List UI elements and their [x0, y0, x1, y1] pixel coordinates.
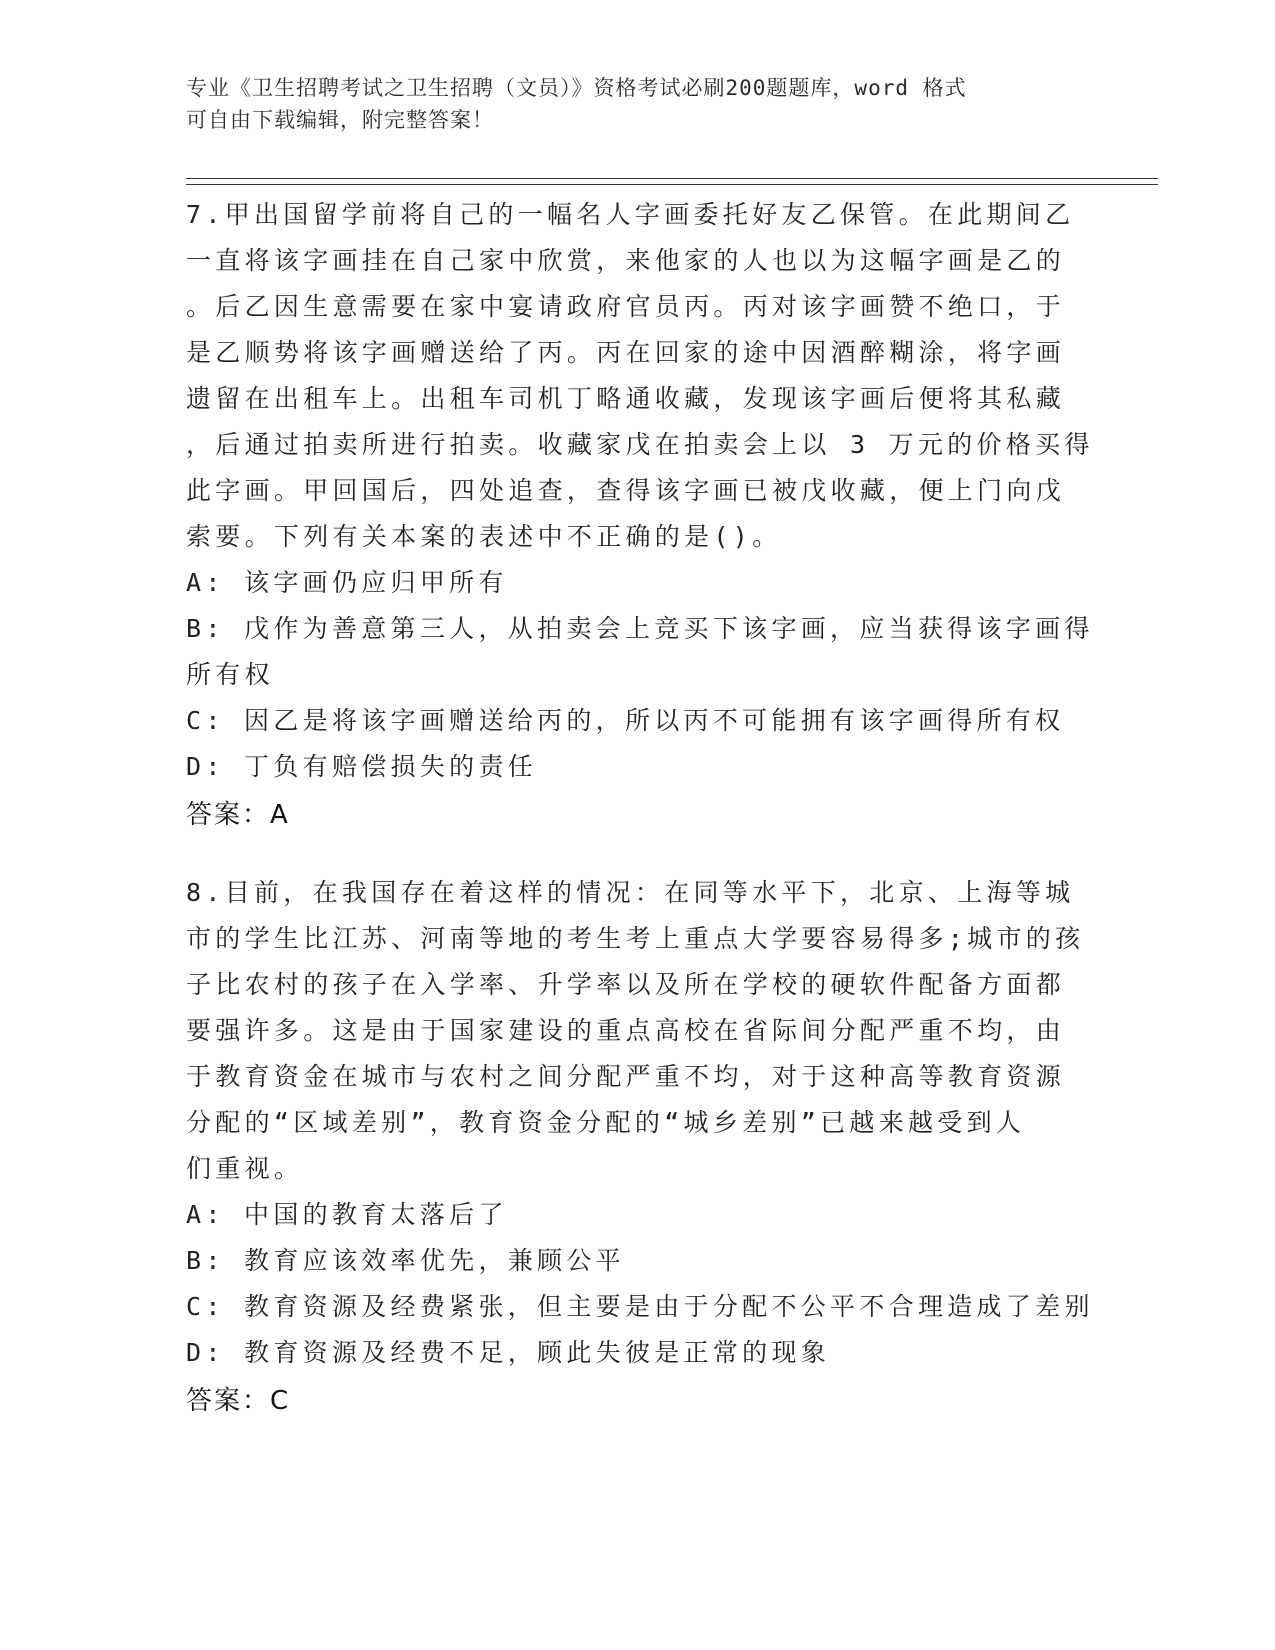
option-d: D: 教育资源及经费不足，顾此失彼是正常的现象 — [186, 1338, 831, 1367]
question-8 — [186, 870, 1094, 1424]
option-d: D: 丁负有赔偿损失的责任 — [186, 752, 538, 781]
header-divider-bottom — [186, 184, 1158, 185]
question-stem-line: 们重视。 — [186, 1154, 304, 1183]
question-stem-line: 8.目前，在我国存在着这样的情况：在同等水平下，北京、上海等城 — [186, 878, 1075, 907]
question-stem-line: 市的学生比江苏、河南等地的考生考上重点大学要容易得多;城市的孩 — [186, 924, 1085, 953]
document-header — [186, 72, 1086, 136]
option-a: A: 该字画仍应归甲所有 — [186, 568, 508, 597]
header-line-2: 可自由下载编辑，附完整答案！ — [186, 108, 494, 132]
option-b-continued: 所有权 — [186, 660, 274, 689]
option-a: A: 中国的教育太落后了 — [186, 1200, 508, 1229]
question-stem-line: 是乙顺势将该字画赠送给了丙。丙在回家的途中因酒醉糊涂，将字画 — [186, 338, 1066, 367]
option-b: B: 戊作为善意第三人，从拍卖会上竞买下该字画，应当获得该字画得 — [186, 614, 1094, 643]
question-stem-line: 一直将该字画挂在自己家中欣赏，来他家的人也以为这幅字画是乙的 — [186, 246, 1066, 275]
header-line-1: 专业《卫生招聘考试之卫生招聘（文员）》资格考试必刷200题题库，word 格式 — [186, 76, 967, 100]
question-7 — [186, 192, 1094, 838]
question-stem-line: 于教育资金在城市与农村之间分配严重不均，对于这种高等教育资源 — [186, 1062, 1066, 1091]
option-c: C: 教育资源及经费紧张，但主要是由于分配不公平不合理造成了差别 — [186, 1292, 1094, 1321]
question-stem-line: 索要。下列有关本案的表述中不正确的是()。 — [186, 522, 782, 551]
question-stem-line: 要强许多。这是由于国家建设的重点高校在省际间分配严重不均，由 — [186, 1016, 1066, 1045]
answer-key: 答案：C — [186, 1386, 291, 1416]
question-stem-line: 遗留在出租车上。出租车司机丁略通收藏，发现该字画后便将其私藏 — [186, 384, 1066, 413]
header-divider-top — [186, 178, 1158, 179]
question-stem-line: ，后通过拍卖所进行拍卖。收藏家戊在拍卖会上以 3 万元的价格买得 — [186, 430, 1094, 459]
question-stem-line: 此字画。甲回国后，四处追查，查得该字画已被戊收藏，便上门向戊 — [186, 476, 1066, 505]
question-stem-line: 7.甲出国留学前将自己的一幅名人字画委托好友乙保管。在此期间乙 — [186, 200, 1075, 229]
option-c: C: 因乙是将该字画赠送给丙的，所以丙不可能拥有该字画得所有权 — [186, 706, 1065, 735]
option-b: B: 教育应该效率优先，兼顾公平 — [186, 1246, 625, 1275]
question-stem-line: 。后乙因生意需要在家中宴请政府官员丙。丙对该字画赞不绝口，于 — [186, 292, 1066, 321]
question-stem-line: 分配的“区域差别”，教育资金分配的“城乡差别”已越来越受到人 — [186, 1108, 1026, 1137]
question-stem-line: 子比农村的孩子在入学率、升学率以及所在学校的硬软件配备方面都 — [186, 970, 1066, 999]
answer-key: 答案：A — [186, 800, 290, 830]
